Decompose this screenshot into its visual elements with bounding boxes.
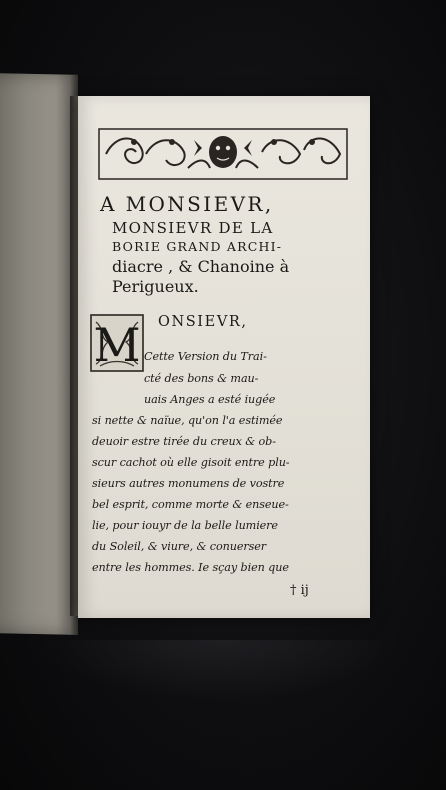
body-line-2: cté des bons & mau- <box>144 372 259 385</box>
foliate-drop-cap-icon <box>90 314 144 372</box>
body-line-10: du Soleil, & viure, & conuerser <box>92 540 266 553</box>
body-line-1: Cette Version du Trai- <box>144 350 267 363</box>
body-line-6: scur cachot où elle gisoit entre plu- <box>92 456 290 469</box>
left-page <box>0 73 78 635</box>
right-page <box>78 96 370 618</box>
dedication-title-line-4: diacre , & Chanoine à <box>112 257 290 276</box>
salutation: ONSIEVR, <box>158 314 248 330</box>
dedication-title-line-2: MONSIEVR DE LA <box>112 219 274 237</box>
body-line-9: lie, pour iouyr de la belle lumiere <box>92 519 278 532</box>
body-line-7: sieurs autres monumens de vostre <box>92 477 285 490</box>
dedication-title-line-1: A MONSIEVR, <box>100 192 274 216</box>
signature-mark: † ij <box>290 583 309 598</box>
dedication-title-line-3: BORIE GRAND ARCHI- <box>112 239 283 254</box>
body-line-5: deuoir estre tirée du creux & ob- <box>92 435 276 448</box>
table-shadow <box>40 640 400 700</box>
drop-cap-letter: M <box>93 318 141 372</box>
body-line-4: si nette & naïue, qu'on l'a estimée <box>92 414 283 427</box>
dedication-title-line-5: Perigueux. <box>112 277 199 296</box>
body-line-11: entre les hommes. Ie sçay bien que <box>92 561 289 574</box>
body-line-3: uais Anges a esté iugée <box>144 393 276 406</box>
floral-headpiece-ornament-icon <box>98 128 348 180</box>
body-line-8: bel esprit, comme morte & enseue- <box>92 498 289 511</box>
